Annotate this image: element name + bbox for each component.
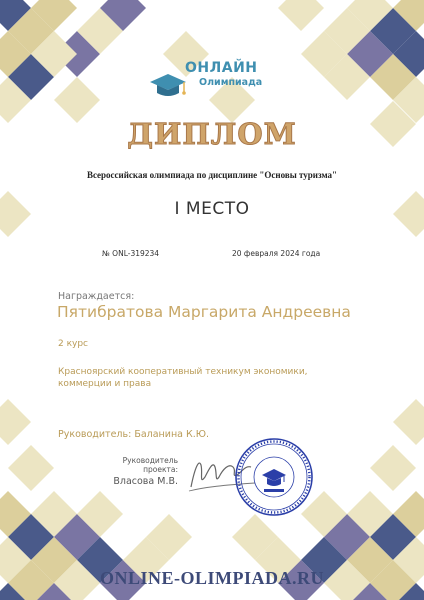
decor-diamond xyxy=(393,399,424,445)
website-footer: ONLINE-OLIMPIADA.RU xyxy=(99,568,324,588)
awarded-label: Награждается: xyxy=(58,291,135,302)
project-manager-name: Власова М.В. xyxy=(113,476,178,487)
project-manager-label-line2: проекта: xyxy=(143,465,178,474)
institution-name: Красноярский кооперативный техникум экономики, коммерции и права xyxy=(58,367,308,389)
logo-text-online: ОНЛАЙН xyxy=(185,60,258,76)
logo-text-olympiad: Олимпиада xyxy=(199,77,263,88)
decor-diamond xyxy=(0,399,31,445)
decor-diamond xyxy=(8,445,54,491)
supervisor-line: Руководитель: Баланина К.Ю. xyxy=(58,429,210,440)
diploma-title: ДИПЛОМ xyxy=(127,117,297,151)
project-manager-label xyxy=(110,456,178,474)
olympiad-subtitle: Всероссийская олимпиада по дисциплине "Основы туризма" xyxy=(86,170,338,180)
decor-diamond xyxy=(278,0,324,31)
decor-diamond xyxy=(370,445,416,491)
course-label: 2 курс xyxy=(58,339,89,349)
recipient-name: Пятибратова Маргарита Андреевна xyxy=(57,303,351,321)
diploma-date: 20 февраля 2024 года xyxy=(232,249,321,258)
diploma-number: № ONL-319234 xyxy=(102,249,160,258)
place-award: I МЕСТО xyxy=(174,199,250,219)
project-manager-label-line1: Руководитель xyxy=(122,456,178,465)
official-stamp xyxy=(234,437,314,517)
